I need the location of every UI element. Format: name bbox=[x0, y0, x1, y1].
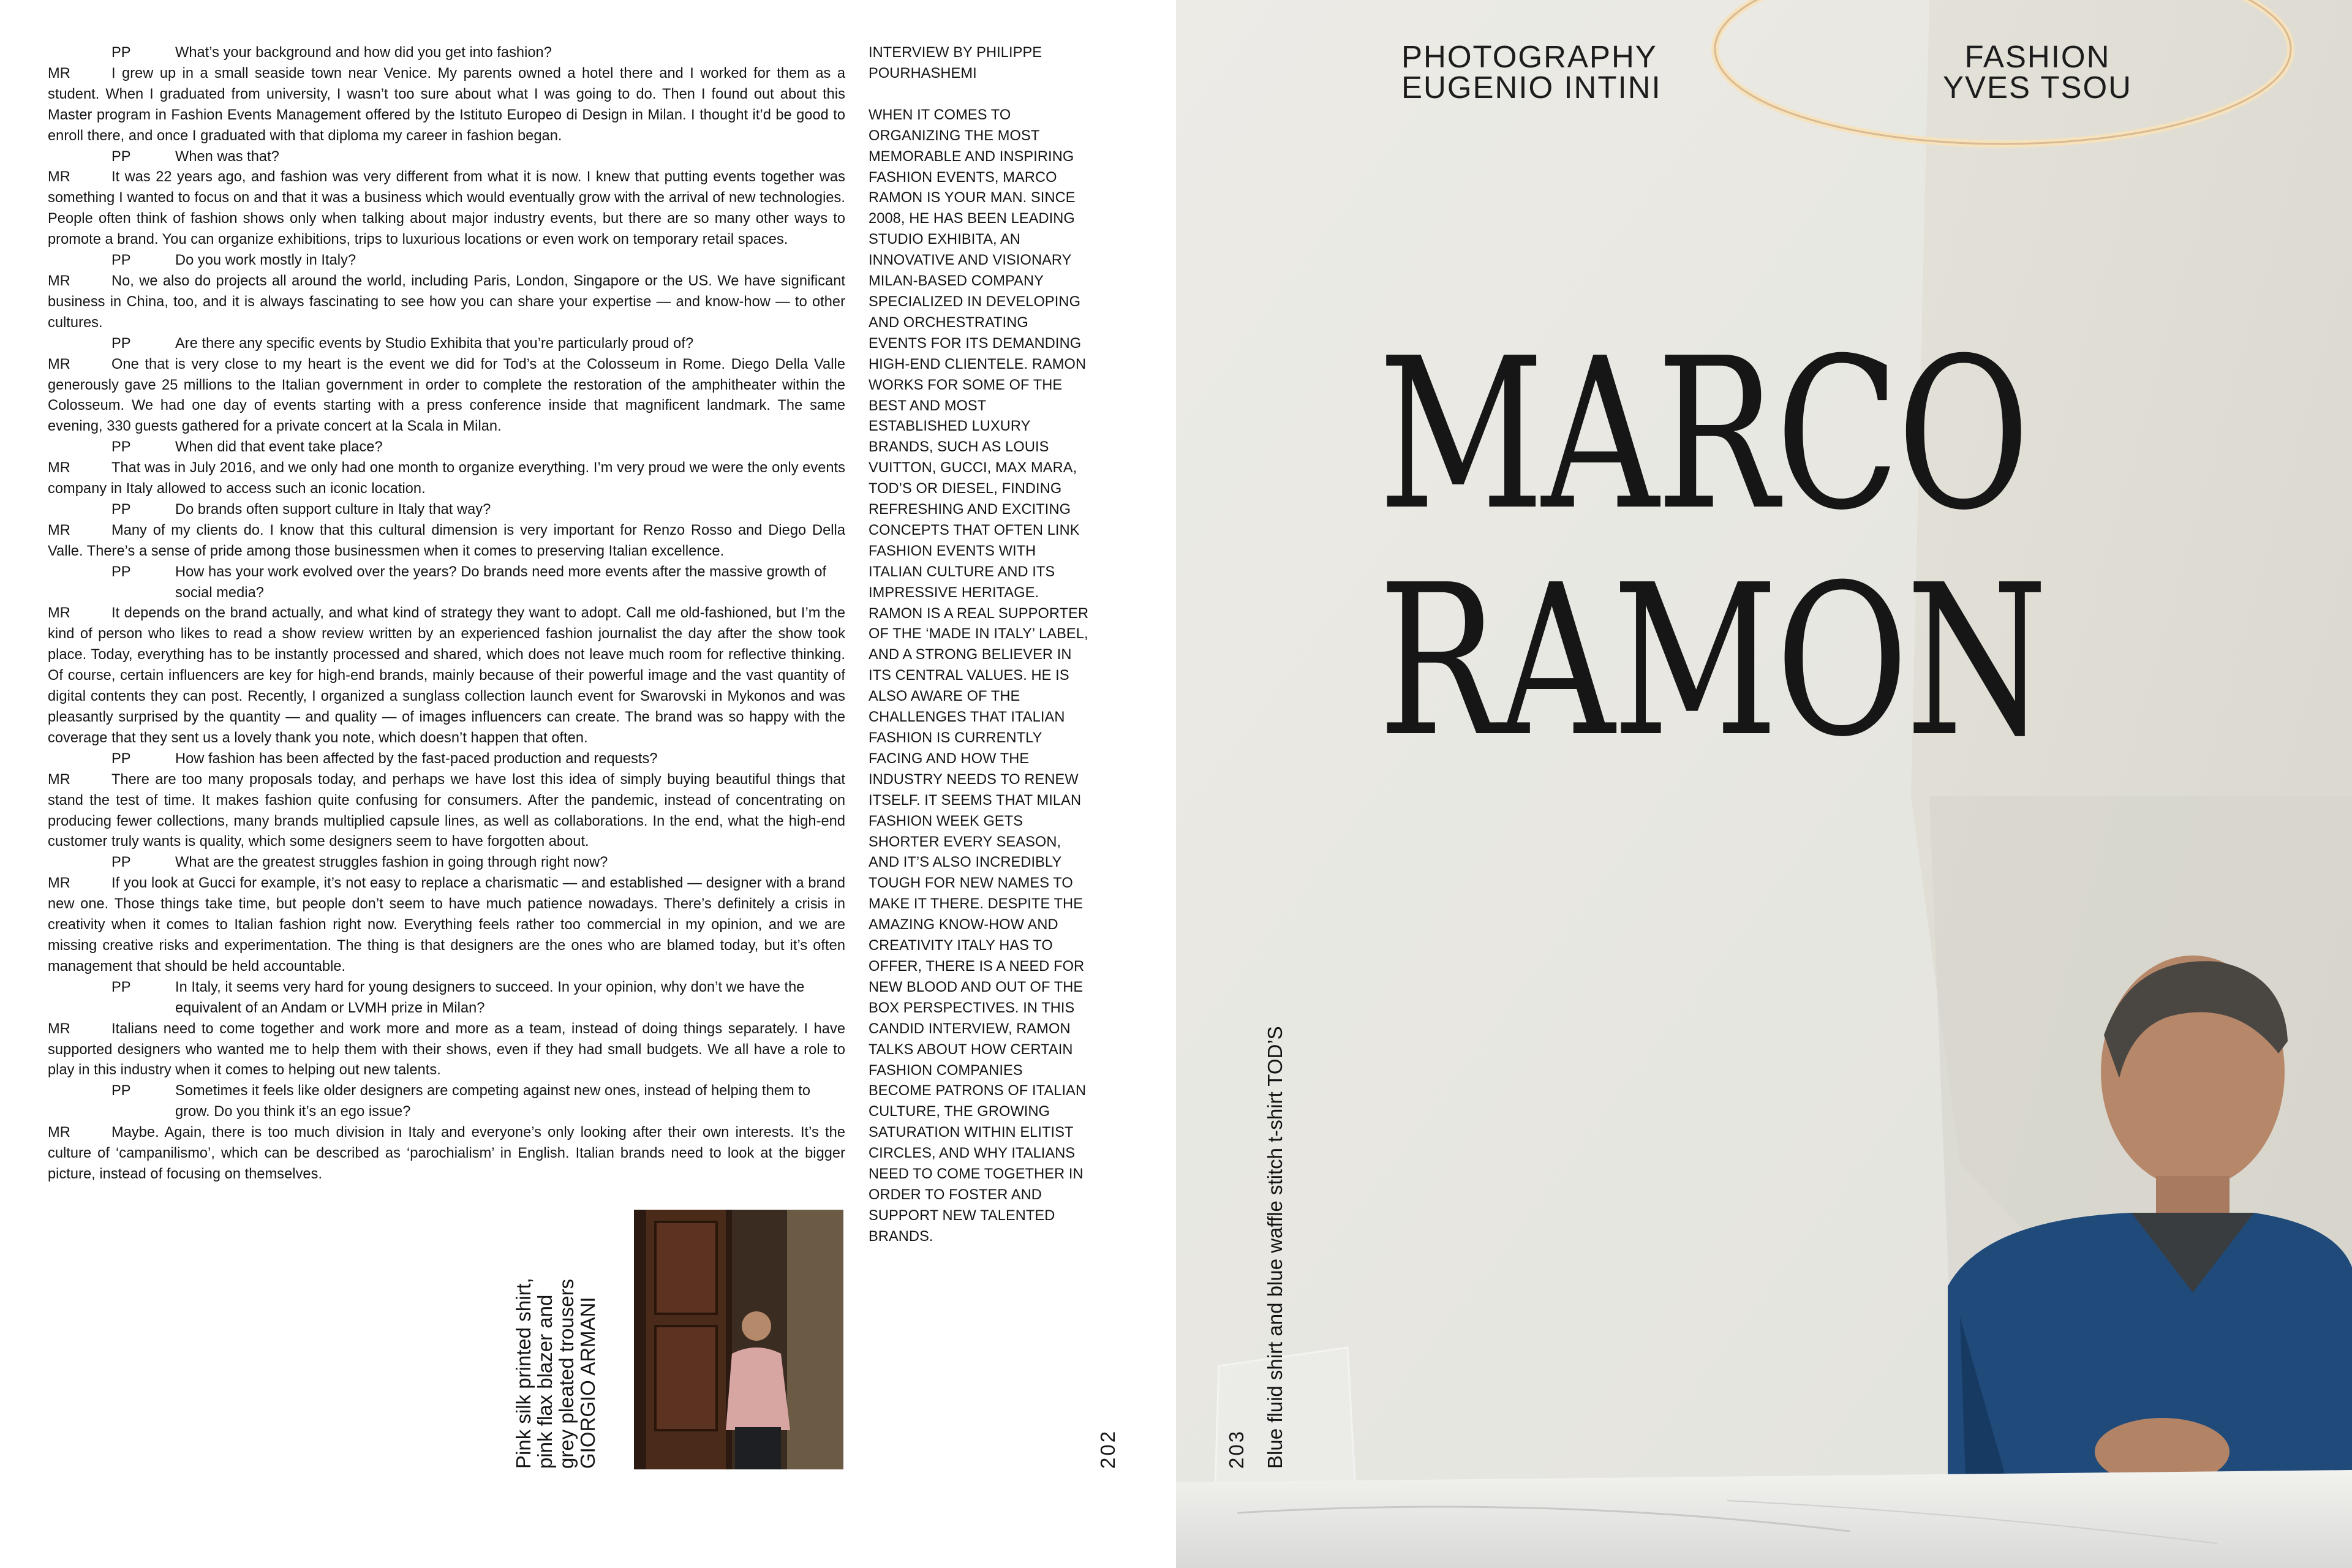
interview-question bbox=[48, 251, 845, 271]
interview-text-block: What are the greatest struggles fashion in going through right now? bbox=[175, 854, 608, 871]
interview-text-block: One that is very close to my heart is the event we did for Tod’s at the Colosseum in Rome. Diego Della Valle generously gave 25 millions to the Italian government in order to complete the restoration of the amphitheater within the Colosseum. We had one day of events starting with a press conference inside that magnificent landmark. The same evening, 330 guests gathered for a private concert at la Scala in Milan. bbox=[48, 356, 845, 435]
interview-answer bbox=[48, 521, 845, 562]
page-title bbox=[1378, 314, 2162, 783]
speaker-initials: MR bbox=[48, 65, 70, 81]
interview-question bbox=[48, 43, 845, 64]
interview-question bbox=[48, 749, 845, 770]
interview-answer bbox=[48, 167, 845, 251]
title-last-name: RAMON bbox=[1378, 540, 2045, 783]
fashion-credit bbox=[1943, 39, 2132, 105]
speaker-initials: MR bbox=[48, 460, 70, 477]
speaker-initials: PP bbox=[111, 854, 131, 871]
interview-answer bbox=[48, 1123, 845, 1185]
speaker-initials: MR bbox=[48, 169, 70, 186]
photography-credit bbox=[1401, 39, 1662, 105]
interview-question bbox=[48, 437, 845, 458]
interview-answer bbox=[48, 603, 845, 748]
interview-question bbox=[48, 147, 845, 168]
interview-question bbox=[48, 853, 845, 873]
speaker-initials: PP bbox=[111, 750, 131, 767]
interview-question bbox=[48, 978, 845, 1019]
interview-text-block: How has your work evolved over the years? Do brands need more events after the massive growth of social media? bbox=[175, 564, 827, 601]
interview-text-block: In Italy, it seems very hard for young designers to succeed. In your opinion, why don’t we have the equivalent of an Andam or LVMH prize in Milan? bbox=[175, 979, 805, 1016]
speaker-initials: PP bbox=[111, 148, 131, 165]
interview-question bbox=[48, 500, 845, 521]
interview-text-block: Sometimes it feels like older designers are competing against new ones, instead of helping them to grow. Do you think it’s an ego issue? bbox=[175, 1083, 811, 1120]
page-number-right: 203 bbox=[1225, 1429, 1248, 1469]
speaker-initials: PP bbox=[111, 45, 131, 61]
speaker-initials: MR bbox=[48, 771, 70, 788]
interview-text-block: If you look at Gucci for example, it’s not easy to replace a charismatic — and established — designer with a brand new one. Those things take time, but people don’t seem to have much patience nowadays. There’s definitely a crisis in creativity when it comes to Italian fashion right now. Everything feels rather too commercial in my opinion, and we are missing creative risks and experimentation. The thing is that designers are the ones who are blamed today, but it’s often management that should be held accountable. bbox=[48, 875, 845, 974]
inset-caption-line: GIORGIO ARMANI bbox=[576, 1297, 599, 1469]
speaker-initials: PP bbox=[111, 1083, 131, 1099]
interview-answer bbox=[48, 64, 845, 147]
inset-caption-line: Pink silk printed shirt, bbox=[512, 1278, 535, 1469]
speaker-initials: PP bbox=[111, 439, 131, 456]
speaker-initials: PP bbox=[111, 979, 131, 995]
speaker-initials: MR bbox=[48, 1020, 70, 1037]
speaker-initials: MR bbox=[48, 1125, 70, 1141]
interview-text-block: Do brands often support culture in Italy that way? bbox=[175, 501, 491, 518]
interview-text-block: How fashion has been affected by the fast-paced production and requests? bbox=[175, 750, 658, 767]
interview-text-block: Many of my clients do. I know that this cultural dimension is very important for Renzo Rosso and Diego Della Valle. There’s a sense of pride among those businessmen when it comes to preserving Italian excellence. bbox=[48, 522, 845, 559]
credit-label: PHOTOGRAPHY bbox=[1401, 39, 1657, 74]
interview-text-block: Maybe. Again, there is too much division in Italy and everyone’s only looking after their own interests. It’s the culture of ‘campanilismo’, which can be described as ‘parochialism’ in English. Italian brands need to look at the bigger picture, instead of focusing on themselves. bbox=[48, 1125, 845, 1182]
interview-text-block: That was in July 2016, and we only had one month to organize everything. I’m very proud we were the only events company in Italy allowed to access such an iconic location. bbox=[48, 460, 845, 497]
interview-text-block: Italians need to come together and work more and more as a team, instead of doing things separately. I have supported designers who wanted me to help them with their shows, even if they had small budgets. We all have a role to play in this industry when it comes to helping out new talents. bbox=[48, 1020, 845, 1079]
interview-answer bbox=[48, 1019, 845, 1082]
interview-text-block: What’s your background and how did you get into fashion? bbox=[175, 45, 552, 61]
credit-name: YVES TSOU bbox=[1943, 70, 2132, 105]
inset-caption bbox=[513, 1209, 626, 1469]
interview-answer bbox=[48, 271, 845, 334]
right-page bbox=[1176, 0, 2352, 1568]
speaker-initials: PP bbox=[111, 252, 131, 269]
interview-question bbox=[48, 1081, 845, 1123]
portrait-caption: Blue fluid shirt and blue waffle stitch t-shirt TOD’S bbox=[1264, 1026, 1286, 1469]
inset-caption-line: pink flax blazer and bbox=[533, 1294, 556, 1469]
portrait-photo bbox=[1176, 0, 2352, 1568]
interview-question bbox=[48, 334, 845, 355]
speaker-initials: PP bbox=[111, 335, 131, 352]
inset-caption-line: grey pleated trousers bbox=[555, 1278, 578, 1469]
interview-text-block: When was that? bbox=[175, 148, 279, 165]
inset-photo bbox=[634, 1210, 843, 1469]
interview-answer bbox=[48, 770, 845, 853]
intro-body: WHEN IT COMES TO ORGANIZING THE MOST MEMORABLE AND INSPIRING FASHION EVENTS, MARCO RAMON IS YOUR MAN. SINCE 2008, HE HAS BEEN LEADING STUDIO EXHIBITA, AN INNOVATIVE AND VISIONARY MILAN-BASED COMPANY SPECIALIZED IN DEVELOPING AND ORCHESTRATING EVENTS FOR ITS DEMANDING HIGH-END CLIENTELE. RAMON WORKS FOR SOME OF THE BEST AND MOST ESTABLISHED LUXURY BRANDS, SUCH AS LOUIS VUITTON, GUCCI, MAX MARA, TOD’S OR DIESEL, FINDING REFRESHING AND EXCITING CONCEPTS THAT OFTEN LINK FASHION EVENTS WITH ITALIAN CULTURE AND ITS IMPRESSIVE HERITAGE. RAMON IS A REAL SUPPORTER OF THE ‘MADE IN ITALY’ LABEL, AND A STRONG BELIEVER IN ITS CENTRAL VALUES. HE IS ALSO AWARE OF THE CHALLENGES THAT ITALIAN FASHION IS CURRENTLY FACING AND HOW THE INDUSTRY NEEDS TO RENEW ITSELF. IT SEEMS THAT MILAN FASHION WEEK GETS SHORTER EVERY SEASON, AND IT’S ALSO INCREDIBLY TOUGH FOR NEW NAMES TO MAKE IT THERE. DESPITE THE AMAZING KNOW-HOW AND CREATIVITY ITALY HAS TO OFFER, THERE IS A NEED FOR NEW BLOOD AND OUT OF THE BOX PERSPECTIVES. IN THIS CANDID INTERVIEW, RAMON TALKS ABOUT HOW CERTAIN FASHION COMPANIES BECOME PATRONS OF ITALIAN CULTURE, THE GROWING SATURATION WITHIN ELITIST CIRCLES, AND WHY ITALIANS NEED TO COME TOGETHER IN ORDER TO FOSTER AND SUPPORT NEW TALENTED BRANDS. bbox=[869, 107, 1089, 1245]
speaker-initials: MR bbox=[48, 273, 70, 289]
interview-text-block: Do you work mostly in Italy? bbox=[175, 252, 356, 269]
interview-text-block: It depends on the brand actually, and what kind of strategy they want to adopt. Call me old-fashioned, but I’m the kind of person who likes to read a show review written by an experienced fashion journalist the day after the show took place. Today, everything has to be instantly processed and shared, which does not leave much room for reflective thinking. Of course, certain influencers are key for high-end brands, mainly because of their powerful image and the vast quantity of digital contents they can post. Recently, I organized a sunglass collection launch event for Swarovski in Mykonos and was pleasantly surprised by the quantity — and quality — of images influencers can create. The brand was so happy with the coverage that they sent us a lovely thank you note, which doesn’t happen that often. bbox=[48, 605, 845, 746]
intro-column bbox=[869, 43, 1089, 1248]
interview-text-block: When did that event take place? bbox=[175, 439, 383, 456]
interview-text-block: I grew up in a small seaside town near Venice. My parents owned a hotel there and I worked for them as a student. When I graduated from university, I wasn’t too sure about what I was going to do. Then I found out about this Master program in Fashion Events Management offered by the Istituto Europeo di Design in Milan. I thought it’d be good to enroll there, and once I graduated with that diploma my career in fashion began. bbox=[48, 65, 845, 144]
credit-label: FASHION bbox=[1964, 39, 2111, 74]
speaker-initials: PP bbox=[111, 564, 131, 580]
speaker-initials: MR bbox=[48, 605, 70, 622]
speaker-initials: PP bbox=[111, 501, 131, 518]
interview-text-block: It was 22 years ago, and fashion was very different from what it is now. I knew that putting events together was something I wanted to focus on and that it was a business which would eventually grow with the arrival of new technologies. People often think of fashion shows only when talking about major industry events, but there are so many other ways to promote a brand. You can organize exhibitions, trips to luxurious locations or even work on temporary retail spaces. bbox=[48, 169, 845, 248]
interview-text bbox=[48, 43, 845, 1185]
interview-answer bbox=[48, 355, 845, 438]
interview-question bbox=[48, 562, 845, 604]
interview-answer bbox=[48, 873, 845, 978]
title-first-name: MARCO bbox=[1378, 314, 2027, 556]
interview-text-block: There are too many proposals today, and perhaps we have lost this idea of simply buying beautiful things that stand the test of time. It makes fashion quite confusing for consumers. After the pandemic, instead of concentrating on producing fewer collections, many brands multiplied capsule lines, as well as collaborations. In the end, what the high-end customer truly wants is quality, which some designers seem to have forgotten about. bbox=[48, 771, 845, 850]
interview-text-block: Are there any specific events by Studio Exhibita that you’re particularly proud of? bbox=[175, 335, 694, 352]
speaker-initials: MR bbox=[48, 875, 70, 892]
speaker-initials: MR bbox=[48, 522, 70, 538]
interview-text-block: No, we also do projects all around the world, including Paris, London, Singapore or the US. We have significant business in China, too, and it is always fascinating to see how you can share your expertise — and know-how — to other cultures. bbox=[48, 273, 845, 331]
interview-answer bbox=[48, 458, 845, 500]
credit-name: EUGENIO INTINI bbox=[1401, 70, 1662, 105]
byline: INTERVIEW BY PHILIPPE POURHASHEMI bbox=[869, 45, 1042, 81]
speaker-initials: MR bbox=[48, 356, 70, 372]
page-number-left: 202 bbox=[1096, 1429, 1119, 1469]
